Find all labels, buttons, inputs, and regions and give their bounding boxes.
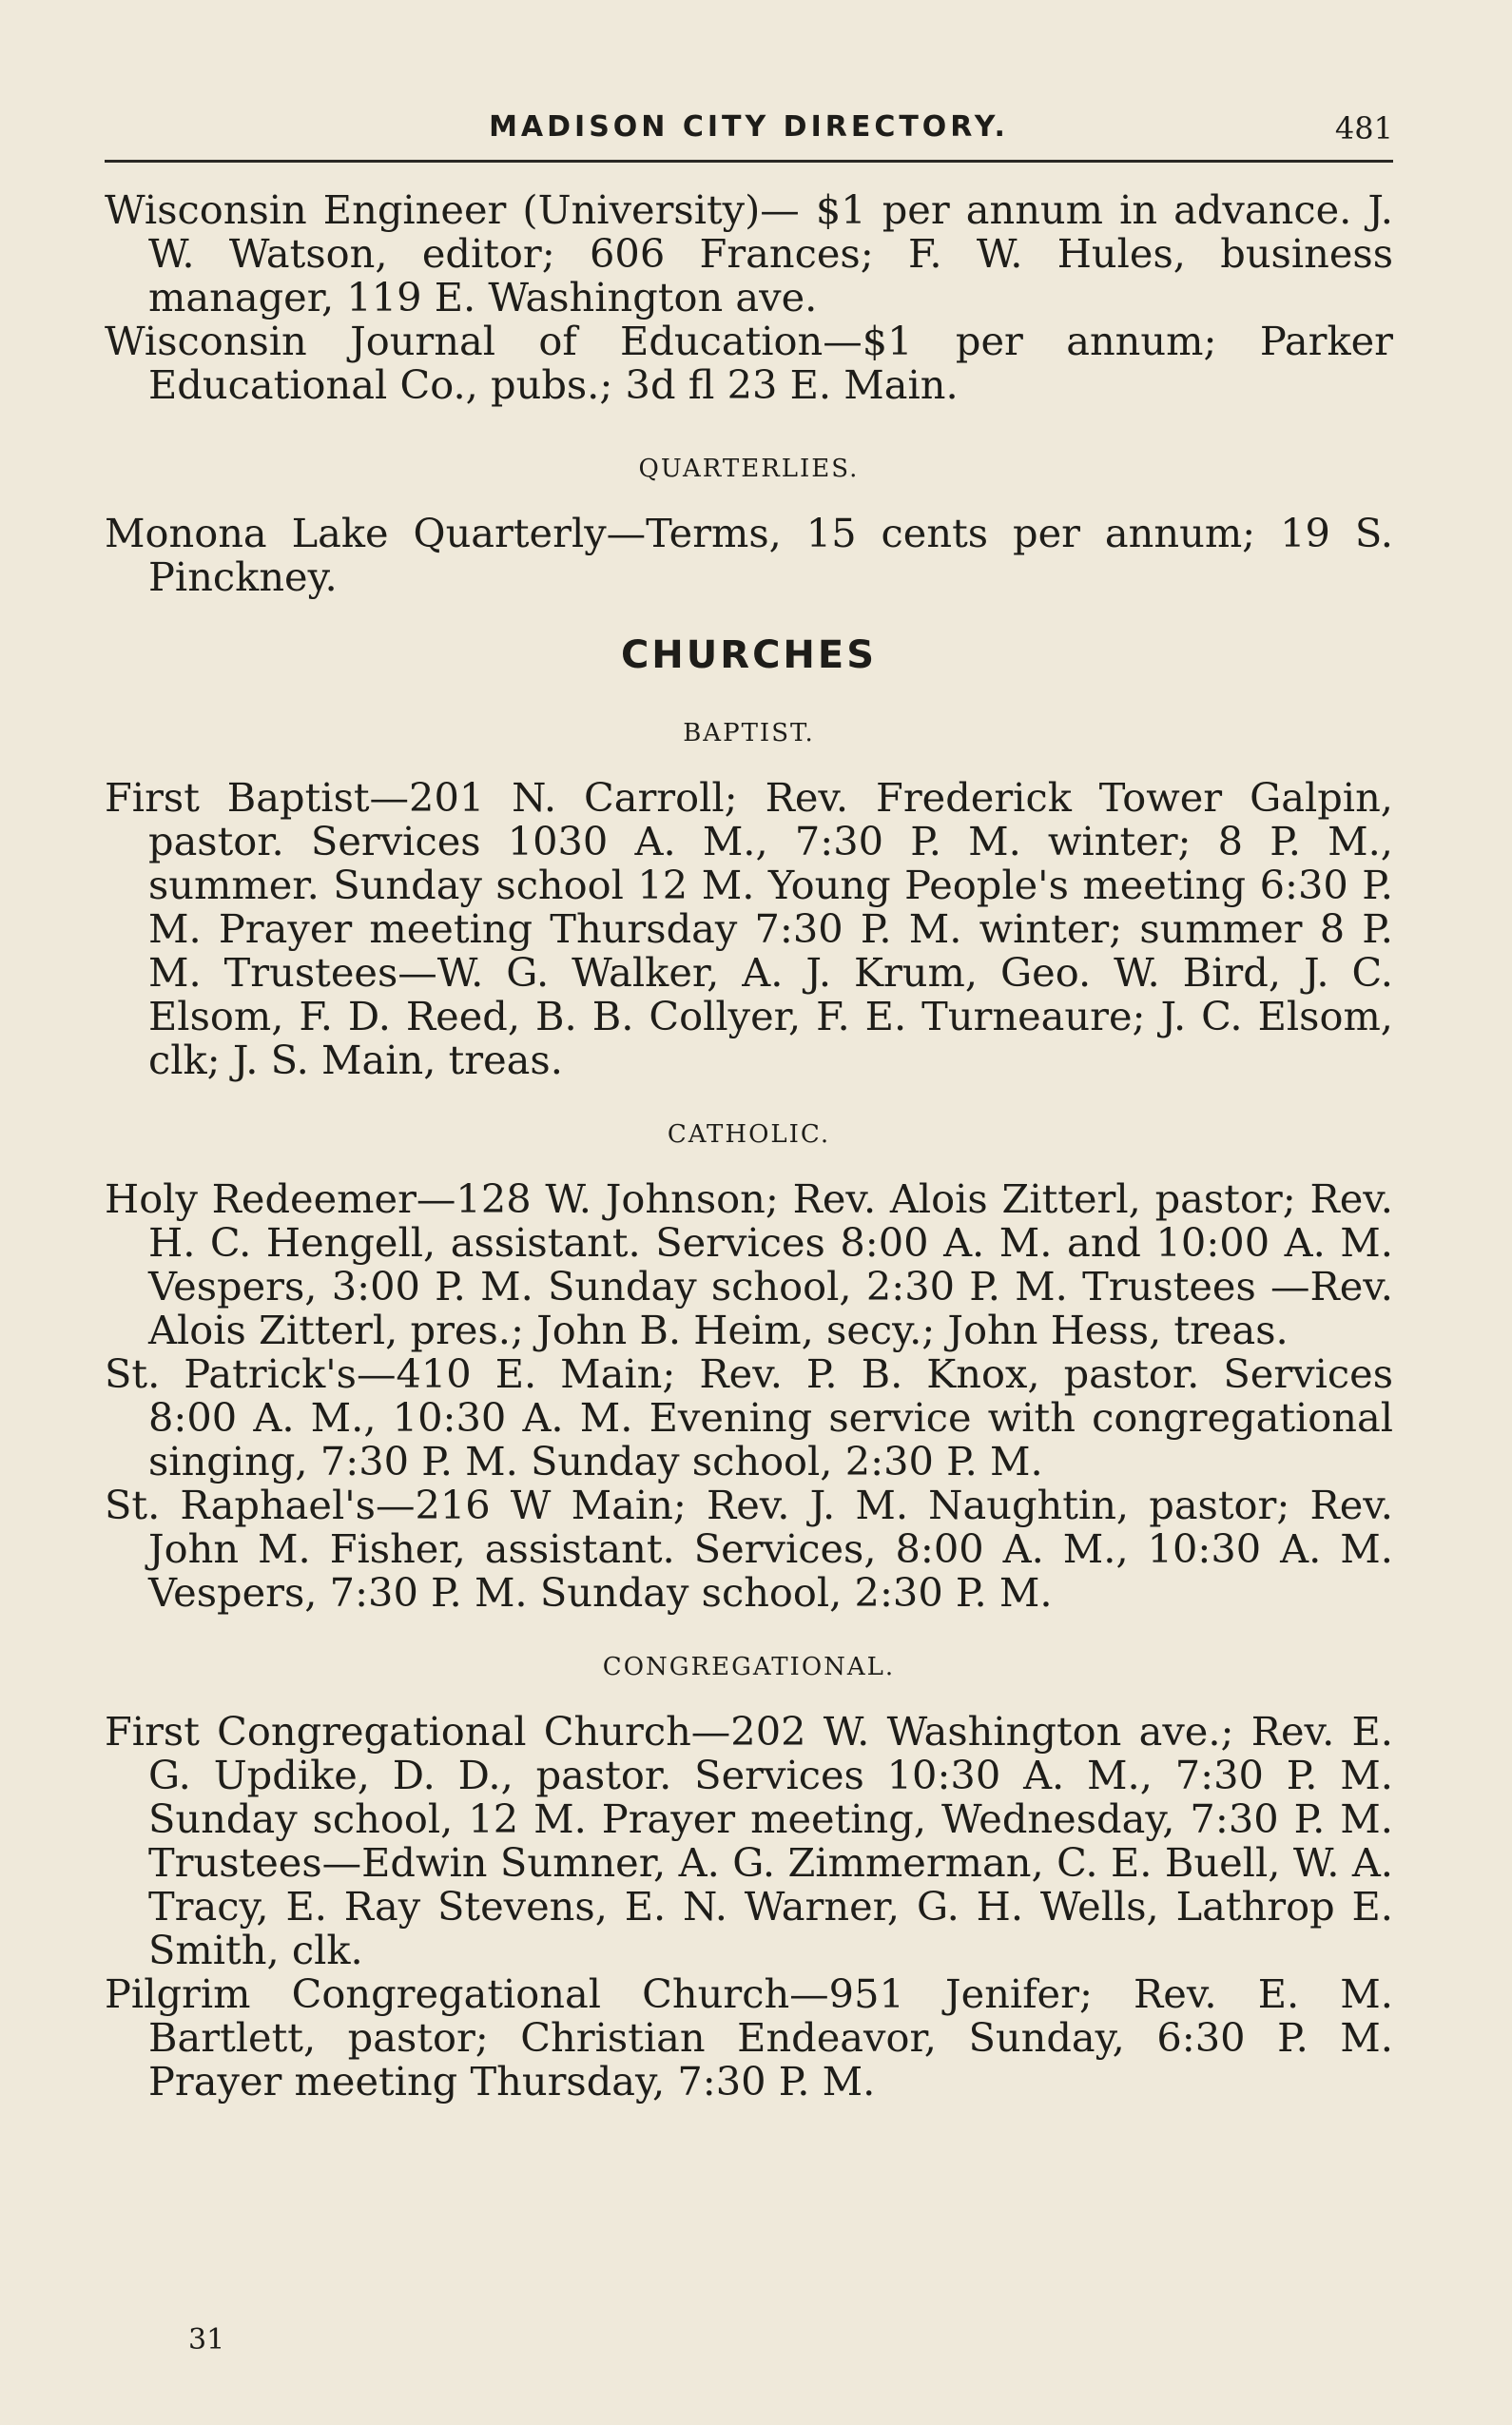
- directory-entry: St. Patrick's—410 E. Main; Rev. P. B. Knox, pastor. Services 8:00 A. M., 10:30 A. M. Evening service with congregational singing, 7:30 P. M. Sunday school, 2:30 P. M.: [105, 1350, 1393, 1484]
- running-title: MADISON CITY DIRECTORY.: [489, 110, 1009, 144]
- directory-entry: Holy Redeemer—128 W. Johnson; Rev. Alois Zitterl, pastor; Rev. H. C. Hengell, assistant. Services 8:00 A. M. and 10:00 A. M. Vespers, 3:00 P. M. Sunday school, 2:30 P. M. Trustees —Rev. Alois Zitterl, pres.; John B. Heim, secy.; John Hess, treas.: [105, 1175, 1393, 1353]
- section-heading-catholic: CATHOLIC.: [667, 1120, 831, 1149]
- directory-entry: Wisconsin Engineer (University)— $1 per annum in advance. J. W. Watson, editor; 606 Frances; F. W. Hules, business manager, 119 E. Washington ave.: [105, 186, 1393, 320]
- section-heading-quarterlies: QUARTERLIES.: [638, 455, 860, 483]
- directory-entry: First Baptist—201 N. Carroll; Rev. Frederick Tower Galpin, pastor. Services 1030 A. M., 7:30 P. M. winter; 8 P. M., summer. Sunday school 12 M. Young People's meeting 6:30 P. M. Prayer meeting Thursday 7:30 P. M. winter; summer 8 P. M. Trustees—W. G. Walker, A. J. Krum, Geo. W. Bird, J. C. Elsom, F. D. Reed, B. B. Collyer, F. E. Turneaure; J. C. Elsom, clk; J. S. Main, treas.: [105, 774, 1393, 1083]
- page-content: [105, 188, 1393, 2104]
- page-number: 481: [1334, 110, 1393, 146]
- directory-entry: Monona Lake Quarterly—Terms, 15 cents per annum; 19 S. Pinckney.: [105, 510, 1393, 600]
- directory-entry: St. Raphael's—216 W Main; Rev. J. M. Naughtin, pastor; Rev. John M. Fisher, assistant. Services, 8:00 A. M., 10:30 A. M. Vespers, 7:30 P. M. Sunday school, 2:30 P. M.: [105, 1482, 1393, 1616]
- directory-entry: First Congregational Church—202 W. Washington ave.; Rev. E. G. Updike, D. D., pastor. Services 10:30 A. M., 7:30 P. M. Sunday school, 12 M. Prayer meeting, Wednesday, 7:30 P. M. Trustees—Edwin Sumner, A. G. Zimmerman, C. E. Buell, W. A. Tracy, E. Ray Stevens, E. N. Warner, G. H. Wells, Lathrop E. Smith, clk.: [105, 1708, 1393, 1973]
- directory-entry: Wisconsin Journal of Education—$1 per annum; Parker Educational Co., pubs.; 3d fl 23 E. Main.: [105, 318, 1393, 408]
- signature-mark: 31: [188, 2323, 225, 2357]
- churches-heading: CHURCHES: [620, 633, 878, 677]
- section-heading-baptist: BAPTIST.: [683, 719, 815, 747]
- section-heading-congregational: CONGREGATIONAL.: [602, 1653, 896, 1681]
- page-header: [105, 103, 1393, 163]
- directory-entry: Pilgrim Congregational Church—951 Jenifer; Rev. E. M. Bartlett, pastor; Christian Endeavor, Sunday, 6:30 P. M. Prayer meeting Thursday, 7:30 P. M.: [105, 1970, 1393, 2105]
